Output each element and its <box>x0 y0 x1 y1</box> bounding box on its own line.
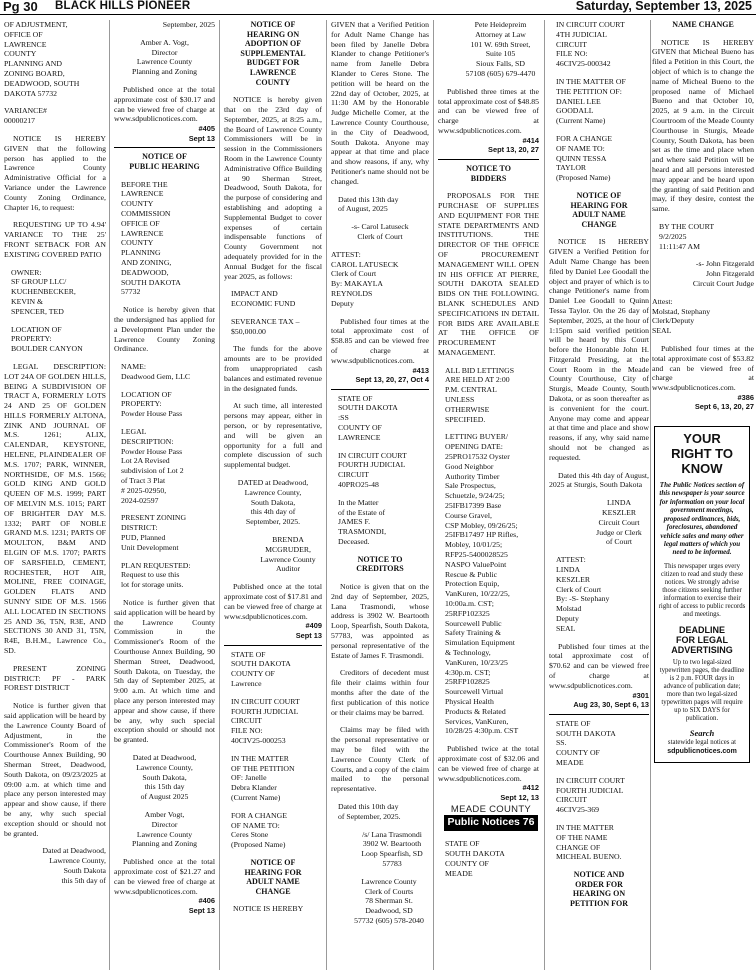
board-address <box>4 20 106 98</box>
state-block: STATE OF SOUTH DAKOTA COUNTY OF Lawrence <box>231 649 291 688</box>
creditors-notice-text: Notice is given that on the 2nd day of September, 2025, Lana Trasmondi, whose address is 3902 W. Beartooth Loop, Spearfish, South Dakota, 57783, was appointed as personal representative of the Estate of James F. Trasmondi. <box>331 582 429 660</box>
matter-block: IN THE MATTER OF THE PETITION OF: DANIEL LEE GOODALL (Current Name) <box>556 76 626 126</box>
dated-line: Dated this 13th day of August, 2025 <box>338 194 399 214</box>
notice-heading: NOTICE OF HEARING FOR ADULT NAME CHANGE <box>570 190 628 229</box>
state-block: STATE OF SOUTH DAKOTA SS. COUNTY OF MEADE <box>556 718 616 767</box>
date-continued: September, 2025 <box>162 20 215 29</box>
address-line: PLANNING AND <box>4 59 62 69</box>
address-line: DAKOTA 57732 <box>4 88 57 98</box>
notice-separator <box>114 147 215 148</box>
deadline-body: Up to two legal-sized typewritten pages, the deadline is 2 p.m. FOUR days in advance of publication date; more than two legal-sized typewritten pages will require up to SIX DAYS for publication. <box>659 658 745 722</box>
column-2 <box>114 20 215 972</box>
dated-line: Dated this 10th day of September, 2025. <box>338 801 401 821</box>
address-line: OFFICE OF <box>4 29 43 39</box>
page-header <box>0 0 756 15</box>
attest-block: ATTEST: LINDA KESZLER Clerk of Court By: -S- Stephany Molstad Deputy SEAL <box>556 555 610 633</box>
estate-block: In the Matter of the Estate of JAMES F. TRASMONDI, Deceased. <box>338 497 387 547</box>
name-change-notice-text: GIVEN that a Verified Petition for Adult Name Change has been filed by Janelle Debra Klander to change Petitioner's name from Janelle Debra Klander to Ceres Stone. The petition will be heard on the 22nd day of October, 2025, at 11:30 AM by the Honorable Judge Michelle Comer, at the Lawrence County Courthouse, in the City of Deadwood, South Dakota. Anyone may appear at that time and place and show reasons, if any, why Petitioner's name should not be changed. <box>331 20 429 186</box>
right-to-know-box <box>654 426 750 763</box>
signature-block: -s- John Fitzgerald John Fitzgerald Circuit Court Judge <box>692 259 754 288</box>
name-change-notice-text: NOTICE IS HEREBY GIVEN that Micheal Bueno has filed a Petition in this Court, the object of which is to change the name of Micheal Bueno to the proposed name of Michael Bueno and that October 10, 2025, at 9 a.m. in the Circuit Courtroom of the Meade County Courthouse in Sturgis, Meade County, South Dakota, has been set as the time and place when and where said Petition will be heard and all persons interested may appear and be heard upon the granting of said Petition and may, if they desire, contest the same. <box>652 37 754 214</box>
signature-block: BRENDA MCGRUDER, Lawrence County Auditor <box>260 535 316 574</box>
signature-block: LINDA KESZLER Circuit Court Judge or Clerk of Court <box>596 498 642 547</box>
name-change-block: FOR A CHANGE OF NAME TO: QUINN TESSA TAYLOR (Proposed Name) <box>556 133 612 183</box>
address-line: OF ADJUSTMENT, <box>4 20 68 29</box>
notice-heading: NOTICE OF HEARING FOR ADULT NAME CHANGE <box>244 857 302 896</box>
notice-heading: NOTICE AND ORDER FOR HEARING ON PETITION FOR <box>569 870 628 908</box>
budget-notice-text: The funds for the above amounts are to be provided from unappropriated cash balances and estimated revenue in the designated funds. <box>224 344 322 393</box>
attest-block: Attest: Molstad, Stephany Clerk/Deputy SEAL <box>652 296 711 336</box>
state-block: STATE OF SOUTH DAKOTA COUNTY OF MEADE <box>445 839 505 878</box>
attest-block: ATTEST: CAROL LATUSECK Clerk of Court By: MAKAYLA REYNOLDS Deputy <box>331 249 399 308</box>
budget-notice-text: At such time, all interested persons may appear, either in person, or by representative, and will be given an opportunity for a full and complete discussion of such supplemental budget. <box>224 401 322 470</box>
location-block: LOCATION OF PROPERTY: BOULDER CANYON <box>11 324 83 354</box>
meade-county-label: MEADE COUNTY <box>444 805 538 817</box>
notice-reference: #413 Sept 13, 20, 27, Oct 4 <box>355 365 429 385</box>
signature-block: Amber Vogt, Director Lawrence County Planning and Zoning <box>131 809 197 849</box>
notice-heading: NOTICE TO BIDDERS <box>466 163 511 183</box>
bidders-notice-text: PROPOSALS FOR THE PURCHASE OF SUPPLIES AND EQUIPMENT FOR THE STATE DEPARTMENTS AND INSTITUTIONS. THE DIRECTOR OF THE OFFICE OF PROCUREMENT MANAGEMENT WILL OPEN IN HIS OFFICE AT PIERRE, SOUTH DAKOTA SEALED BIDS ON THE FOLLOWING. BLANK SCHEDULES AND SPECIFICATIONS IN DETAIL FOR BIDS ARE AVAILABLE AT THE OFFICE OF PROCUREMENT MANAGEMENT. <box>438 191 539 357</box>
publication-cost: Published four times at the total approximate cost of $53.82 and can be viewed free of charge at www.sdpublicnotices.com. <box>652 343 754 393</box>
column-7 <box>652 20 754 972</box>
matter-block: IN THE MATTER OF THE NAME CHANGE OF MICHEAL BUENO. <box>556 822 622 862</box>
bid-letting-list: LETTING BUYER/ OPENING DATE: 25PRO17532 Oyster Good Neighbor Authority Timber Sale Prospectus, Schuetzle, 9/24/25; 25IFB17399 Base Course Gravel, CSP Mobley, 09/26/25; 25IFB17497 HP Rifles, Mobley, 10/01/25; RFP25-5400028525 NASPO ValuePoint Rescue & Public Protection Equip, VanKuren, 10/22/25, 10:00a.m. CST; 25RFP102325 Sourcewell Public Safety Training & Simulation Equipment & Technology, VanKuren, 10/23/25 4:30p.m. CST; 25RFP102825 Sourcewell Virtual Physical Health Products & Related Services, VanKuren, 10/28/25 4:30p.m. CST <box>445 432 519 736</box>
notice-reference: #405 Sept 13 <box>188 124 215 143</box>
page-number: Pg 30 <box>3 0 38 14</box>
hearing-notice-text: Notice is further given that said application will be heard by the Lawrence County Commission in the Commissioner's Room of the Courthouse Annex Building, 90 Sherman Street, Deadwood, South Dakota, on Tuesday, the 5th day of September 2025, at 9:00 a.m. At which time and place any person interested may appear and show cause, if there be any, why such special exception should or should not be granted. <box>114 598 215 745</box>
before-block: BEFORE THE LAWRENCE COUNTY COMMISSION OFFICE OF LAWRENCE COUNTY PLANNING AND ZONING, DEADWOOD, SOUTH DAKOTA 57732 <box>121 179 181 297</box>
attorney-block: Pete Heidepreim Attorney at Law 101 W. 69th Street, Suite 105 Sioux Falls, SD 57108 (605) 679-4470 <box>465 20 536 78</box>
notice-heading: NOTICE TO CREDITORS <box>356 554 404 574</box>
legal-description: LEGAL DESCRIPTION: LOT 24A OF GOLDEN HILLS, BEING A SUBDIVISION OF TRACT A, FORMERLY LOTS 24 AND 25 OF GOLDEN HILLS FORMERLY ALTONA, ZINK AND JOURNAL OF M.S. 1261; ALIX, CALENDAR, KEYSTONE, HELENE, PLAINDEALER OF M.S. 1707; PARK, WINNER, NORTHSIDE, OF M.S. 1566; GOLD KING AND GOLD QUEEN OF M.S. 1999; PART OF MELVIN M.S. 1015; PART OF BRIGHTER DAY M.S. 1332; PART OF NOBLE GRAND M.S. 1231; PARTS OF MOULTON, B&M AND ELGIN OF M.S. 1707; PARTS OF SARSFIELD, CEMENT, ROCHESTER, HOT AIR, MOLINE, FREE COINAGE, GOLDEN FLATS AND SUNNY SIDE OF M.S. 1566 ALL LOCATED IN SECTIONS 25 AND 36, T5N, R3E, AND SECTIONS 30 AND 31, T5N, R4E, B.H.M., Lawrence Co., SD. <box>4 361 106 656</box>
search-url-link[interactable]: sdpublicnotices.com <box>667 747 737 755</box>
hearing-notice-text: Notice is further given that said application will be heard by the Lawrence County Board of Adjustment, in the Commissioner's Room of the Courthouse Annex Building, 90 Sherman Street, Deadwood, South Dakota, on 09/23/2025 at 09:00 a.m. at which time and place any person interested may appear and show cause, if there be any, why such special exception should or should not be granted. <box>4 701 106 838</box>
notice-reference: #412 Sept 12, 13 <box>500 783 539 802</box>
notice-heading: NOTICE OF PUBLIC HEARING <box>129 152 200 171</box>
dated-line: Dated this 4th day of August, 2025 at Sturgis, South Dakota <box>549 470 649 490</box>
search-title: Search <box>689 727 715 738</box>
notice-reference: #414 Sept 13, 20, 27 <box>488 135 539 155</box>
dated-line: Dated at Deadwood, Lawrence County, South Dakota, this 15th day of August 2025 <box>132 752 197 802</box>
creditors-notice-text: Claims may be filed with the personal representative or may be filed with the Lawrence County Clerk of Courts, and a copy of the claim mailed to the personal representative. <box>331 725 429 794</box>
fund-amount: SEVERANCE TAX – $50,000.00 <box>231 316 300 336</box>
creditors-notice-text: Creditors of decedent must file their claims within four months after the date of the first publication of this notice or their claims may be barred. <box>331 668 429 717</box>
state-block: STATE OF SOUTH DAKOTA :SS COUNTY OF LAWRENCE <box>338 393 398 442</box>
address-line: ZONING BOARD, <box>4 68 65 78</box>
signature-block: /s/ Lana Trasmondi 3902 W. Beartooth Loop Spearfish, SD 57783 <box>361 829 423 868</box>
clerk-address: Lawrence County Clerk of Courts 78 Sherman St. Deadwood, SD 57732 (605) 578-2040 <box>354 876 424 925</box>
notice-reference: #386 Sept 6, 13, 20, 27 <box>694 392 754 412</box>
court-block: IN CIRCUIT COURT FOURTH JUDICIAL CIRCUIT 40PRO25-48 <box>338 450 407 490</box>
property-location: LOCATION OF PROPERTY: Powder House Pass <box>121 389 183 419</box>
name-change-block: FOR A CHANGE OF NAME TO: Ceres Stone (Proposed Name) <box>231 810 287 850</box>
bid-letting-time: ALL BID LETTINGS ARE HELD AT 2:00 P.M. CENTRAL UNLESS OTHERWISE SPECIFIED. <box>445 365 515 424</box>
notice-heading: NOTICE OF HEARING ON ADOPTION OF SUPPLEMENTAL BUDGET FOR LAWRENCE COUNTY <box>240 20 306 87</box>
right-to-know-intro: The Public Notices section of this newspaper is your source for information on your local government meetings, proposed ordinances, bids, foreclosures, abandoned vehicle sales and many other legal matters of which you need to be informed. <box>659 481 745 557</box>
notice-separator <box>438 159 539 160</box>
column-6 <box>549 20 649 972</box>
right-to-know-title: YOUR RIGHT TO KNOW <box>671 431 733 477</box>
dated-line: DATED at Deadwood, Lawrence County, South Dakota, this 4th day of September, 2025. <box>237 478 309 527</box>
plan-notice-text: Notice is hereby given that the undersigned has applied for a Development Plan under the Lawrence County Zoning Ordinance. <box>114 305 215 354</box>
dated-line: Dated at Deadwood, Lawrence County, South Dakota this 5th day of <box>42 846 106 885</box>
notice-separator <box>331 389 429 390</box>
court-timestamp: BY THE COURT 9/2/2025 11:11:47 AM <box>659 221 715 251</box>
court-block: IN CIRCUIT COURT FOURTH JUDICIAL CIRCUIT FILE NO: 40CIV25-000253 <box>231 696 300 745</box>
variance-request: REQUESTING UP TO 4.94' VARIANCE TO THE 25' FRONT SETBACK FOR AN EXISTING COVERED PATIO <box>4 220 106 259</box>
signature-block: -s- Carol Latuseck Clerk of Court <box>351 222 409 241</box>
court-block: IN CIRCUIT COURT 4TH JUDICIAL CIRCUIT FILE NO: 46CIV25-000342 <box>556 20 625 69</box>
publication-cost: Published once at the total approximate cost of $30.17 and can be viewed free of charge at www.sdpublicnotices.com. <box>114 84 215 124</box>
name-change-notice-text: NOTICE IS HEREBY GIVEN a Verified Petition for Adult Name Change has been filed by Daniel Lee Goodall the object and prayer of which is to change Petitioner's name from Daniel Lee Goodall to Quinn Tessa Taylor. On the 26 day of September, 2025, at the hour of 1:15pm said verified petition will be heard by this Court before the Honorable John H. Fitzgerald Presiding, at the Court Room in the Meade County Courthouse, City of Sturgis, Meade County, South Dakota, or as soon thereafter as is convenient for the court. Anyone may come and appear at that time and place and show reasons, if any, why said name should not be changed as requested. <box>549 237 649 462</box>
address-line: COUNTY <box>4 49 37 59</box>
notice-reference: #409 Sept 13 <box>295 621 322 640</box>
variance-notice-text: NOTICE IS HEREBY GIVEN that the following person has applied to the Lawrence County Administrative Official for a Variance under the Lawrence County Zoning Ordinance, Chapter 16, to request: <box>4 133 106 212</box>
public-notices-label: Public Notices 76 <box>444 816 538 831</box>
column-1 <box>4 20 106 972</box>
publication-cost: Published three times at the total approximate cost of $48.85 and can be viewed free of charge at www.sdpublicnotices.com. <box>438 86 539 135</box>
plan-requested: PLAN REQUESTED: Request to use this lot for storage units. <box>121 560 191 590</box>
issue-date: Saturday, September 13, 2025 <box>575 0 752 13</box>
notice-separator <box>224 645 322 646</box>
applicant-name: NAME: Deadwood Gem, LLC <box>121 362 191 381</box>
budget-notice-text: NOTICE is hereby given that on the 23rd day of September, 2025, at 8:25 a.m., the Board of Lawrence County Commissioners will be in session in the Commissioners Room in the Lawrence County Administrative Office Building at 90 Sherman Street, Deadwood, South Dakota, for the purpose of considering and establishing and adopting a Supplemental Budget to cover expenses of certain indispensable functions of County Government not adequately provided for in the Annual Budget for the fiscal year 2025, as follows: <box>224 95 322 281</box>
notice-separator <box>549 714 649 715</box>
publication-cost: Published twice at the total approximate cost of $32.06 and can be viewed free of charge at www.sdpublicnotices.com. <box>438 744 539 783</box>
zoning-district: PRESENT ZONING DISTRICT: PUD, Planned Unit Development <box>121 513 187 552</box>
right-to-know-body: This newspaper urges every citizen to read and study these notices. We strongly advise those citizens seeking further information to exercise their right of access to public records and meetings. <box>658 562 746 618</box>
address-line: DEADWOOD, SOUTH <box>4 78 80 88</box>
legal-description: LEGAL DESCRIPTION: Powder House Pass Lot 2A Revised subdivision of Lot 2 of Tract 3 Plat # 2025-02950, 2024-02597 <box>121 427 184 505</box>
deadline-title: DEADLINE FOR LEGAL ADVERTISING <box>671 624 733 655</box>
column-5 <box>438 20 539 972</box>
court-block: IN CIRCUIT COURT FOURTH JUDICIAL CIRCUIT 46CIV25-369 <box>556 775 625 815</box>
column-4 <box>331 20 429 972</box>
notice-heading: NAME CHANGE <box>672 20 734 29</box>
owner-block: OWNER: SF GROUP LLC/ KUCHENBECKER, KEVIN & SPENCER, TED <box>11 267 76 316</box>
notices-columns <box>0 20 756 972</box>
publication-cost: Published once at the total approximate cost of $17.81 and can be viewed free of charge at www.sdpublicnotices.com. <box>224 582 322 621</box>
notice-reference: #406 Sept 13 <box>188 896 215 915</box>
search-body: statewide legal notices at <box>667 738 737 746</box>
notice-reference: #301 Aug 23, 30, Sept 6, 13 <box>573 690 649 710</box>
publication-cost: Published once at the total approximate cost of $21.27 and can be viewed free of charge at www.sdpublicnotices.com. <box>114 857 215 896</box>
matter-block: IN THE MATTER OF THE PETITION OF: Janelle Debra Klander (Current Name) <box>231 753 295 802</box>
newspaper-name: BLACK HILLS PIONEER <box>55 0 191 12</box>
notice-text-start: NOTICE IS HEREBY <box>233 904 304 914</box>
variance-number: VARIANCE# 00000217 <box>4 106 47 126</box>
zoning-district: PRESENT ZONING DISTRICT: PF - PARK FOREST DISTRICT <box>4 663 106 693</box>
signature-block: Amber A. Vogt, Director Lawrence County Planning and Zoning <box>131 37 197 77</box>
column-3 <box>224 20 322 972</box>
address-line: LAWRENCE <box>4 39 47 49</box>
publication-cost: Published four times at the total approximate cost of $70.62 and can be viewed free of charge at www.sdpublicnotices.com. <box>549 641 649 690</box>
publication-cost: Published four times at the total approximate cost of $58.85 and can be viewed free of charge at www.sdpublicnotices.com. <box>331 316 429 365</box>
meade-county-banner <box>444 805 538 832</box>
fund-name: IMPACT AND ECONOMIC FUND <box>231 289 296 309</box>
